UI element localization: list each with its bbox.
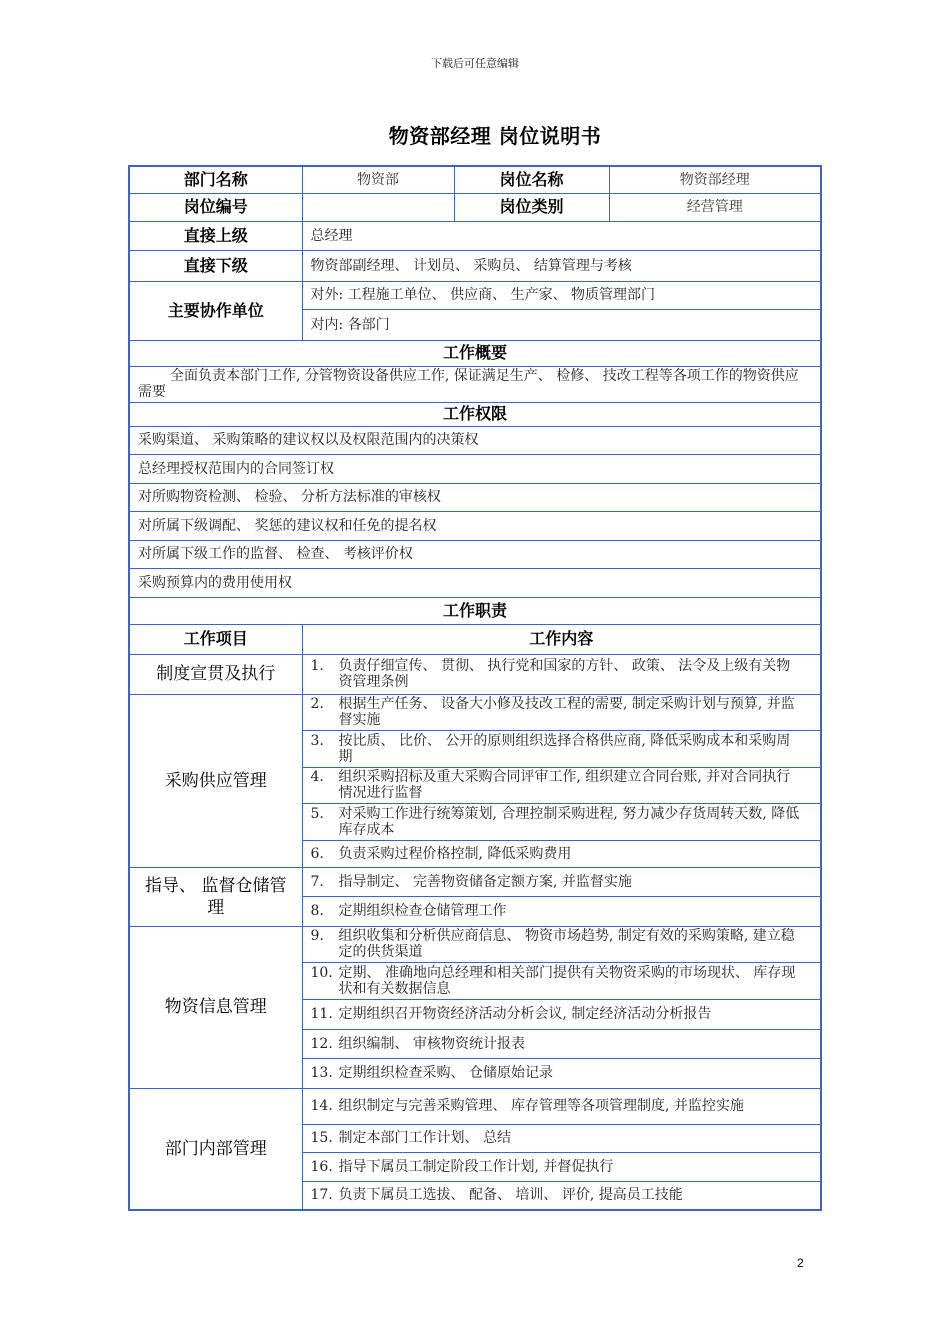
duty-item (302, 1124, 821, 1152)
page-number: 2 (797, 1256, 804, 1270)
duty-item (302, 730, 821, 767)
duty-text: 对采购工作进行统筹策划, 合理控制采购进程, 努力减少存货周转天数, 降低库存成本 (338, 805, 800, 838)
duties-col-item: 工作项目 (129, 624, 302, 654)
duty-text: 负责仔细宣传、 贯彻、 执行党和国家的方针、 政策、 法令及上级有关物资管理条例 (338, 658, 791, 690)
code-value (302, 193, 454, 221)
summary-text: 全面负责本部门工作, 分管物资设备供应工作, 保证满足生产、 检修、 技改工程等各项工作的物资供应需要 (129, 366, 821, 402)
info-row-superior (129, 221, 821, 250)
authority-item: 采购预算内的费用使用权 (129, 568, 821, 597)
duty-text: 负责下属员工选拔、 配备、 培训、 评价, 提高员工技能 (338, 1187, 683, 1204)
authority-item: 对所属下级工作的监督、 检查、 考核评价权 (129, 540, 821, 568)
authority-row (129, 511, 821, 540)
duty-text: 组织编制、 审核物资统计报表 (338, 1035, 525, 1052)
duty-item (302, 1152, 821, 1181)
duty-item (302, 803, 821, 840)
authority-row (129, 454, 821, 483)
duty-row (129, 926, 821, 962)
authority-item: 采购渠道、 采购策略的建议权以及权限范围内的决策权 (129, 426, 821, 454)
type-label: 岗位类别 (454, 193, 609, 221)
dept-label: 部门名称 (129, 166, 302, 193)
duty-num: 3. (310, 732, 324, 749)
duty-item (302, 1058, 821, 1088)
duty-item (302, 840, 821, 867)
info-row-subordinate (129, 250, 821, 281)
duty-num: 11. (310, 1006, 333, 1022)
duty-item (302, 1088, 821, 1124)
duty-text: 定期组织检查采购、 仓储原始记录 (338, 1065, 553, 1081)
summary-text-row (129, 366, 821, 402)
authority-heading: 工作权限 (129, 402, 821, 426)
summary-heading-row (129, 340, 821, 366)
duty-text: 定期、 准确地向总经理和相关部门提供有关物资采购的市场现状、 库存现状和有关数据信息 (338, 964, 796, 997)
duty-category: 指导、 监督仓储管理 (129, 867, 302, 926)
duty-num: 2. (310, 696, 324, 712)
duty-text: 组织采购招标及重大采购合同评审工作, 组织建立合同台账, 并对合同执行情况进行监督 (338, 769, 791, 801)
subordinate-value: 物资部副经理、 计划员、 采购员、 结算管理与考核 (302, 250, 821, 281)
duty-num: 7. (310, 873, 324, 890)
duty-text: 指导制定、 完善物资储备定额方案, 并监督实施 (338, 873, 632, 890)
position-value: 物资部经理 (609, 166, 821, 193)
authority-row (129, 426, 821, 454)
collab-internal: 对内: 各部门 (302, 309, 821, 340)
duty-text: 定期组织召开物资经济活动分析会议, 制定经济活动分析报告 (338, 1006, 712, 1022)
info-row-collab-external (129, 281, 821, 309)
info-row-dept (129, 166, 821, 193)
authority-item: 总经理授权范围内的合同签订权 (129, 454, 821, 483)
duty-item (302, 767, 821, 803)
duty-num: 14. (310, 1098, 333, 1114)
authority-row (129, 483, 821, 511)
duty-num: 13. (310, 1065, 333, 1081)
duty-num: 10. (310, 964, 333, 981)
duty-item (302, 896, 821, 926)
duty-text: 指导下属员工制定阶段工作计划, 并督促执行 (338, 1158, 614, 1175)
duties-heading-row (129, 597, 821, 624)
duty-text: 制定本部门工作计划、 总结 (338, 1130, 511, 1146)
dept-value: 物资部 (302, 166, 454, 193)
collab-label: 主要协作单位 (129, 281, 302, 340)
duty-category: 采购供应管理 (129, 694, 302, 867)
duty-item (302, 962, 821, 999)
header-note: 下载后可任意编辑 (431, 57, 519, 70)
code-label: 岗位编号 (129, 193, 302, 221)
duty-num: 17. (310, 1187, 333, 1204)
duty-text: 负责采购过程价格控制, 降低采购费用 (338, 845, 572, 862)
job-description-table (128, 165, 822, 1211)
authority-heading-row (129, 402, 821, 426)
duty-num: 15. (310, 1130, 333, 1146)
duty-category: 制度宣贯及执行 (129, 654, 302, 694)
duty-num: 8. (310, 903, 324, 919)
duty-row (129, 867, 821, 896)
authority-row (129, 540, 821, 568)
duty-num: 6. (310, 845, 324, 862)
position-label: 岗位名称 (454, 166, 609, 193)
duty-row (129, 1088, 821, 1124)
duty-item (302, 654, 821, 694)
type-value: 经营管理 (609, 193, 821, 221)
authority-row (129, 568, 821, 597)
summary-heading: 工作概要 (129, 340, 821, 366)
duty-text: 按比质、 比价、 公开的原则组织选择合格供应商, 降低采购成本和采购周期 (338, 732, 791, 765)
duty-text: 定期组织检查仓储管理工作 (338, 903, 507, 919)
document-title: 物资部经理 岗位说明书 (388, 124, 602, 148)
duty-item (302, 694, 821, 730)
superior-value: 总经理 (302, 221, 821, 250)
duty-item (302, 1181, 821, 1210)
authority-item: 对所属下级调配、 奖惩的建议权和任免的提名权 (129, 511, 821, 540)
duty-item (302, 926, 821, 962)
duties-header-row (129, 624, 821, 654)
duty-row (129, 694, 821, 730)
collab-external: 对外: 工程施工单位、 供应商、 生产家、 物质管理部门 (302, 281, 821, 309)
duty-num: 1. (310, 658, 324, 674)
superior-label: 直接上级 (129, 221, 302, 250)
subordinate-label: 直接下级 (129, 250, 302, 281)
info-row-code (129, 193, 821, 221)
duty-num: 4. (310, 769, 324, 785)
duty-text: 根据生产任务、 设备大小修及技改工程的需要, 制定采购计划与预算, 并监督实施 (338, 696, 795, 728)
duty-item (302, 999, 821, 1029)
duty-item (302, 1029, 821, 1058)
duty-num: 12. (310, 1035, 333, 1052)
duty-text: 组织制定与完善采购管理、 库存管理等各项管理制度, 并监控实施 (338, 1098, 744, 1114)
duties-col-content: 工作内容 (302, 624, 821, 654)
authority-item: 对所购物资检测、 检验、 分析方法标准的审核权 (129, 483, 821, 511)
duty-category: 物资信息管理 (129, 926, 302, 1088)
duty-item (302, 867, 821, 896)
duty-text: 组织收集和分析供应商信息、 物资市场趋势, 制定有效的采购策略, 建立稳定的供货渠道 (338, 928, 795, 960)
duty-num: 16. (310, 1158, 333, 1175)
duties-heading: 工作职责 (129, 597, 821, 624)
duty-row (129, 654, 821, 694)
duty-num: 9. (310, 928, 324, 944)
duty-num: 5. (310, 805, 324, 822)
duty-category: 部门内部管理 (129, 1088, 302, 1210)
